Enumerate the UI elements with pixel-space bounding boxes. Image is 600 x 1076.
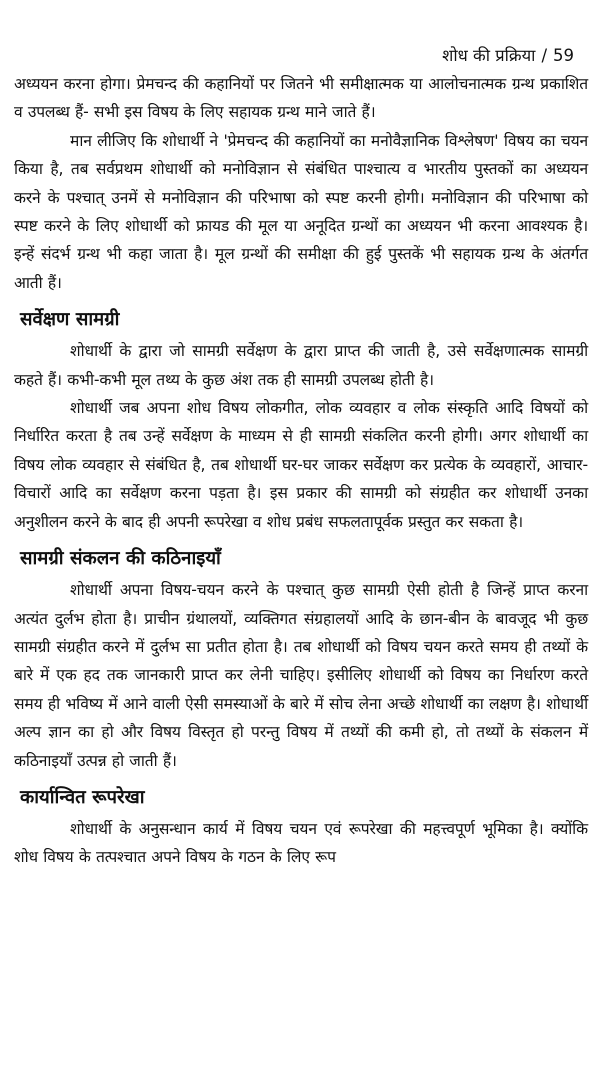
paragraph-survey-definition: शोधार्थी के द्वारा जो सामग्री सर्वेक्षण के द्वारा प्राप्त की जाती है, उसे सर्वेक्षणात्मक सामग्री कहते हैं। कभी-कभी मूल तथ्य के कुछ अंश तक ही सामग्री उपलब्ध होती है। (14, 342, 588, 389)
paragraph-outline-role: शोधार्थी के अनुसन्धान कार्य में विषय चयन एवं रूपरेखा की महत्त्वपूर्ण भूमिका है। क्योंकि शोध विषय के तत्पश्चात अपने विषय के गठन के लिए रूप (14, 819, 588, 867)
heading-survey-material: सर्वेक्षण सामग्री (20, 309, 120, 331)
paragraph-survey-process: शोधार्थी जब अपना शोध विषय लोकगीत, लोक व्यवहार व लोक संस्कृति आदि विषयों को निर्धारित करता है तब उन्हें सर्वेक्षण के माध्यम से ही सामग्री संकलित करनी होगी। अगर शोधार्थी का विषय लोक व्यवहार से संबंधित है, तब शोधार्थी घर-घर जाकर सर्वेक्षण कर प्रत्येक के व्यवहारों, आचार-विचारों आदि का सर्वेक्षण करना पड़ता है। इस प्रकार की सामग्री को संग्रहीत कर शोधार्थी उनका अनुशीलन करने के बाद ही अपनी रूपरेखा व शोध प्रबंध सफलतापूर्वक प्रस्तुत कर सकता है। (14, 399, 588, 531)
page-number: 59 (553, 46, 574, 65)
chapter-title: शोध की प्रक्रिया (442, 46, 536, 65)
heading-implemented-outline: कार्यान्वित रूपरेखा (20, 786, 145, 808)
paragraph-premchand-example: मान लीजिए कि शोधार्थी ने 'प्रेमचन्द की कहानियों का मनोवैज्ञानिक विश्लेषण' विषय का चयन किया है, तब सर्वप्रथम शोधार्थी को मनोविज्ञान से संबंधित पाश्चात्य व भारतीय पुस्तकों का अध्ययन करने के पश्चात् उनमें से मनोविज्ञान की परिभाषा को स्पष्ट करनी होगी। मनोविज्ञान की परिभाषा को स्पष्ट करने के लिए शोधार्थी को फ्रायड की मूल या अनूदित ग्रन्थों का अध्ययन भी करना आवश्यक है। इन्हें संदर्भ ग्रन्थ भी कहा जाता है। मूल ग्रन्थों की समीक्षा की हुई पुस्तकें भी सहायक ग्रन्थ के अंतर्गत आती हैं। (14, 131, 588, 292)
paragraph-continued: अध्ययन करना होगा। प्रेमचन्द की कहानियों पर जितने भी समीक्षात्मक या आलोचनात्मक ग्रन्थ प्रकाशित व उपलब्ध हैं- सभी इस विषय के लिए सहायक ग्रन्थ माने जाते हैं। (14, 75, 588, 122)
header-separator: / (541, 46, 547, 65)
heading-collection-difficulties: सामग्री संकलन की कठिनाइयाँ (20, 548, 221, 570)
running-header (14, 0, 588, 70)
paragraph-collection-difficulties: शोधार्थी अपना विषय-चयन करने के पश्चात् कुछ सामग्री ऐसी होती है जिन्हें प्राप्त करना अत्यंत दुर्लभ होता है। प्राचीन ग्रंथालयों, व्यक्तिगत संग्रहालयों आदि के छान-बीन के बावजूद भी कुछ सामग्री संग्रहीत करने में दुर्लभ सा प्रतीत होता है। तब शोधार्थी को विषय चयन करते समय ही तथ्यों के बारे में एक हद तक जानकारी प्राप्त कर लेनी चाहिए। इसीलिए शोधार्थी को विषय का निर्धारण करते समय ही भविष्य में आने वाली ऐसी समस्याओं के बारे में सोच लेना अच्छे शोधार्थी का लक्षण है। शोधार्थी अल्प ज्ञान का हो और विषय विस्तृत हो परन्तु विषय में तथ्यों की कमी हो, तो तथ्यों के संकलन में कठिनाइयाँ उत्पन्न हो जाती हैं। (14, 581, 588, 770)
